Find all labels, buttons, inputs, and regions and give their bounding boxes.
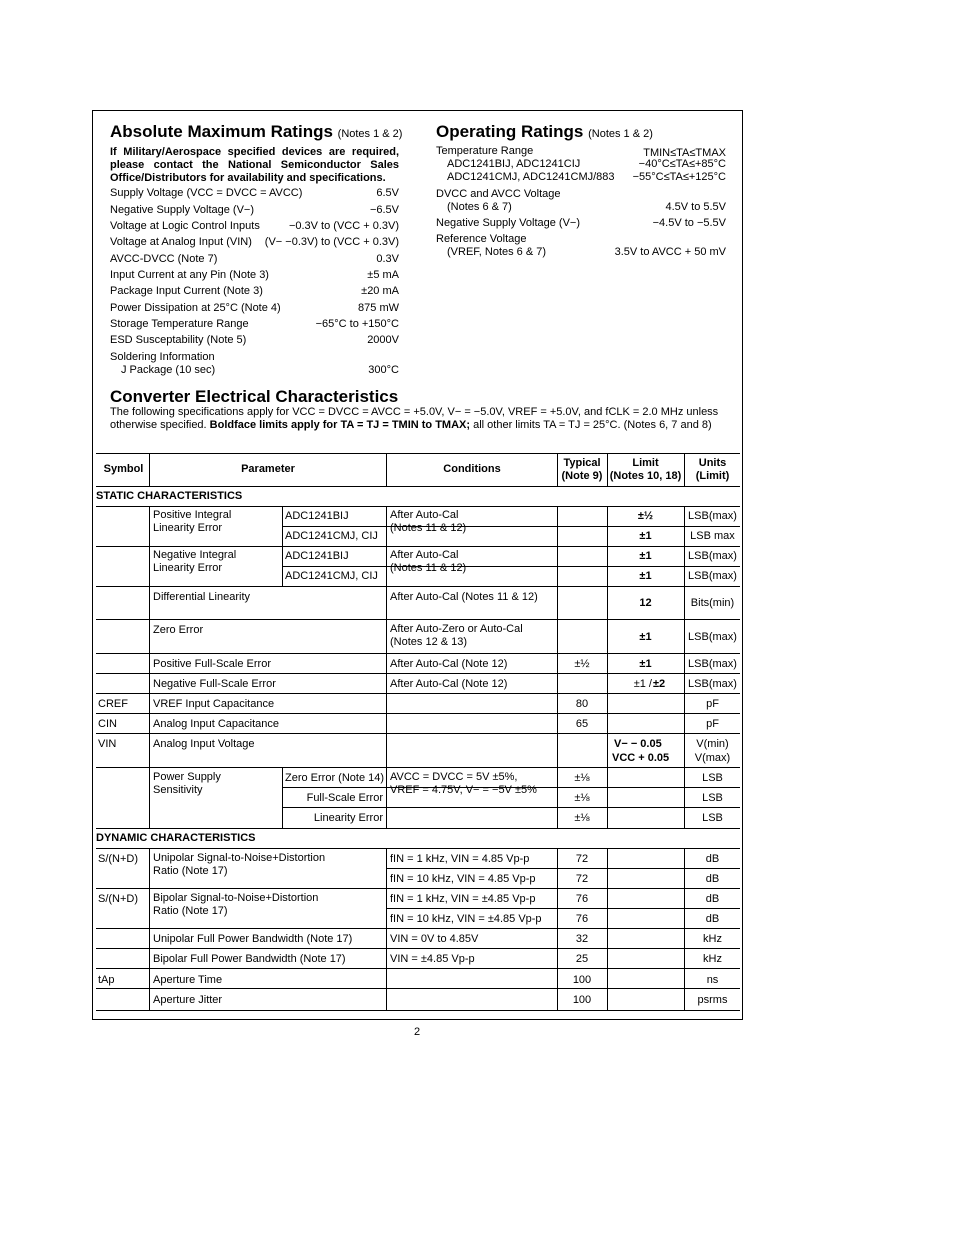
conv-intro-1: The following specifications apply for VCC = DVCC = AVCC = +5.0V, V− = −5.0V, VREF = +5.0V, and fCLK = 2.0 MHz unless otherwise specified. <box>110 406 719 431</box>
temp-range-head: TMIN≤TA≤TMAX <box>643 147 726 159</box>
aperture-jitter-param: Aperture Jitter <box>153 994 223 1006</box>
ufpb-typical: 32 <box>575 933 589 945</box>
pss-typical3: ±⅛ <box>574 812 590 824</box>
aperture-time-symbol: tAp <box>98 974 115 986</box>
bsnd-typical2: 76 <box>575 913 589 925</box>
usnd-symbol: S/(N+D) <box>98 853 139 865</box>
header-limit: Limit <box>632 457 659 469</box>
pss-unit1: LSB <box>702 772 723 784</box>
cref-typical: 80 <box>575 698 589 710</box>
dv-sub: (Notes 6 & 7) <box>447 201 512 213</box>
ze-unit: LSB(max) <box>688 631 737 643</box>
pile-param: Positive Integral Linearity Error <box>153 509 232 534</box>
abs-rating-value: 0.3V <box>376 253 399 265</box>
abs-max-title: Absolute Maximum Ratings <box>110 122 333 141</box>
header-conditions: Conditions <box>443 463 501 475</box>
solder-sub: J Package (10 sec) <box>121 364 216 376</box>
abs-rating-value: −6.5V <box>369 204 399 216</box>
abs-rating-label: ESD Susceptability (Note 5) <box>110 334 247 346</box>
abs-rating-value: −65°C to +150°C <box>315 318 399 330</box>
usnd-typical2: 72 <box>575 873 589 885</box>
abs-rating-value: 875 mW <box>358 302 399 314</box>
pile-unit1: LSB(max) <box>688 510 737 522</box>
header-typical-note: (Note 9) <box>561 470 603 482</box>
cref-unit: pF <box>706 698 719 710</box>
bfpb-typical: 25 <box>575 953 589 965</box>
dl-unit: Bits(min) <box>690 597 735 609</box>
bfpb-param: Bipolar Full Power Bandwidth (Note 17) <box>153 953 346 965</box>
nile-unit2: LSB(max) <box>688 570 737 582</box>
pss-cond: AVCC = DVCC = 5V ±5%, VREF = 4.75V, V− = −5V ±5% <box>390 771 537 796</box>
abs-rating-value: 2000V <box>367 334 399 346</box>
dv-value: 4.5V to 5.5V <box>665 201 726 213</box>
nile-unit1: LSB(max) <box>688 550 737 562</box>
dl-cond: After Auto-Cal (Notes 11 & 12) <box>390 591 538 603</box>
cin-symbol: CIN <box>98 718 117 730</box>
bfpb-unit: kHz <box>703 953 722 965</box>
nfs-param: Negative Full-Scale Error <box>153 678 276 690</box>
dl-limit: 12 <box>639 597 652 609</box>
temp-range-label: Temperature Range <box>436 145 534 157</box>
header-parameter: Parameter <box>241 463 295 475</box>
usnd-unit2: dB <box>705 873 720 885</box>
ufpb-param: Unipolar Full Power Bandwidth (Note 17) <box>153 933 353 945</box>
temp-row1-value: −40°C≤TA≤+85°C <box>638 158 726 170</box>
header-units-note: (Limit) <box>695 470 730 482</box>
usnd-cond1: fIN = 1 kHz, VIN = 4.85 Vp-p <box>390 853 530 865</box>
abs-rating-label: Voltage at Logic Control Inputs <box>110 220 260 232</box>
abs-rating-value: ±20 mA <box>361 285 399 297</box>
usnd-unit1: dB <box>705 853 720 865</box>
abs-rating-label: AVCC-DVCC (Note 7) <box>110 253 218 265</box>
abs-max-notes: (Notes 1 & 2) <box>337 128 403 140</box>
header-symbol: Symbol <box>103 463 144 475</box>
neg-supply-value: −4.5V to −5.5V <box>652 217 726 229</box>
abs-max-heading <box>110 122 402 142</box>
ze-param: Zero Error <box>153 624 204 636</box>
cin-unit: pF <box>706 718 719 730</box>
bfpb-cond: VIN = ±4.85 Vp-p <box>390 953 475 965</box>
pile-cond: After Auto-Cal (Notes 11 & 12) <box>390 509 467 534</box>
op-ratings-title: Operating Ratings <box>436 122 584 141</box>
pss-unit2: LSB <box>702 792 723 804</box>
pile-dev2: ADC1241CMJ, CIJ <box>285 530 378 542</box>
bsnd-param: Bipolar Signal-to-Noise+Distortion Ratio (Note 17) <box>153 892 319 917</box>
nile-limit1: ±1 <box>639 550 652 562</box>
ufpb-cond: VIN = 0V to 4.85V <box>390 933 479 945</box>
military-warning: If Military/Aerospace specified devices are required, please contact the National Semiconductor Sales Office/Distributors for availability and specifications. <box>110 146 399 184</box>
cref-param: VREF Input Capacitance <box>153 698 275 710</box>
pfs-param: Positive Full-Scale Error <box>153 658 271 670</box>
pile-limit2: ±1 <box>639 530 652 542</box>
pss-sub-fullscale: Full-Scale Error <box>306 792 383 804</box>
usnd-param: Unipolar Signal-to-Noise+Distortion Ratio (Note 17) <box>153 852 326 877</box>
conv-intro-2: all other limits TA = TJ = 25°C. (Notes 6, 7 and 8) <box>473 419 712 431</box>
abs-rating-label: Package Input Current (Note 3) <box>110 285 263 297</box>
header-units: Units <box>698 457 727 469</box>
abs-rating-label: Power Dissipation at 25°C (Note 4) <box>110 302 281 314</box>
cin-param: Analog Input Capacitance <box>153 718 279 730</box>
abs-rating-label: Voltage at Analog Input (VIN) <box>110 236 252 248</box>
aperture-time-typical: 100 <box>572 974 592 986</box>
ufpb-unit: kHz <box>703 933 722 945</box>
conv-intro <box>110 406 726 432</box>
vin-unit-min: V(min) <box>696 738 729 750</box>
aperture-jitter-unit: psrms <box>697 994 728 1006</box>
header-limit-note: (Notes 10, 18) <box>609 470 682 482</box>
bsnd-cond2: fIN = 10 kHz, VIN = ±4.85 Vp-p <box>390 913 542 925</box>
solder-value: 300°C <box>368 364 399 376</box>
nile-dev2: ADC1241CMJ, CIJ <box>285 570 378 582</box>
pile-unit2: LSB max <box>690 530 735 542</box>
abs-rating-label: Input Current at any Pin (Note 3) <box>110 269 269 281</box>
temp-row2-label: ADC1241CMJ, ADC1241CMJ/883 <box>447 171 615 183</box>
neg-supply-label: Negative Supply Voltage (V−) <box>436 217 581 229</box>
abs-rating-value: −0.3V to (VCC + 0.3V) <box>288 220 399 232</box>
ze-cond: After Auto-Zero or Auto-Cal (Notes 12 & 13) <box>390 623 523 648</box>
abs-rating-value: 6.5V <box>376 187 399 199</box>
cin-typical: 65 <box>575 718 589 730</box>
vin-limit-min: V− − 0.05 <box>614 738 662 750</box>
ref-value: 3.5V to AVCC + 50 mV <box>614 246 726 258</box>
pss-unit3: LSB <box>702 812 723 824</box>
nile-limit2: ±1 <box>639 570 652 582</box>
pfs-limit: ±1 <box>639 658 652 670</box>
vin-unit-max: V(max) <box>694 752 731 764</box>
cref-symbol: CREF <box>98 698 128 710</box>
nfs-limit-a: ±1 / <box>633 678 652 690</box>
pile-limit1: ±½ <box>637 510 654 522</box>
pfs-cond: After Auto-Cal (Note 12) <box>390 658 508 670</box>
pfs-unit: LSB(max) <box>688 658 737 670</box>
usnd-cond2: fIN = 10 kHz, VIN = 4.85 Vp-p <box>390 873 536 885</box>
abs-rating-label: Storage Temperature Range <box>110 318 249 330</box>
section-static: STATIC CHARACTERISTICS <box>96 490 243 502</box>
conv-intro-bold: Boldface limits apply for TA = TJ = TMIN to TMAX; <box>209 419 471 431</box>
temp-row2-value: −55°C≤TA≤+125°C <box>632 171 726 183</box>
bsnd-unit1: dB <box>705 893 720 905</box>
temp-row1-label: ADC1241BIJ, ADC1241CIJ <box>447 158 581 170</box>
abs-rating-label: Negative Supply Voltage (V−) <box>110 204 255 216</box>
page-number: 2 <box>413 1026 421 1038</box>
section-dynamic: DYNAMIC CHARACTERISTICS <box>96 832 256 844</box>
bsnd-cond1: fIN = 1 kHz, VIN = ±4.85 Vp-p <box>390 893 536 905</box>
ref-sub: (VREF, Notes 6 & 7) <box>447 246 547 258</box>
pss-param: Power Supply Sensitivity <box>153 771 221 796</box>
nfs-unit: LSB(max) <box>688 678 737 690</box>
vin-symbol: VIN <box>98 738 117 750</box>
bsnd-unit2: dB <box>705 913 720 925</box>
pss-sub-linearity: Linearity Error <box>313 812 383 824</box>
conv-title: Converter Electrical Characteristics <box>110 387 399 406</box>
abs-rating-value: (V− −0.3V) to (VCC + 0.3V) <box>264 236 399 248</box>
dv-label: DVCC and AVCC Voltage <box>436 188 561 200</box>
pfs-typical: ±½ <box>574 658 590 670</box>
pile-dev1: ADC1241BIJ <box>285 510 349 522</box>
bsnd-symbol: S/(N+D) <box>98 893 139 905</box>
aperture-jitter-typical: 100 <box>572 994 592 1006</box>
pss-typical2: ±⅛ <box>574 792 590 804</box>
op-ratings-heading <box>436 122 653 142</box>
vin-limit-max: VCC + 0.05 <box>612 752 670 764</box>
bsnd-typical1: 76 <box>575 893 589 905</box>
aperture-time-param: Aperture Time <box>153 974 223 986</box>
pss-sub-zero: Zero Error (Note 14) <box>285 772 385 784</box>
dl-param: Differential Linearity <box>153 591 251 603</box>
solder-label: Soldering Information <box>110 351 215 363</box>
abs-rating-value: ±5 mA <box>367 269 399 281</box>
aperture-time-unit: ns <box>706 974 719 986</box>
nile-dev1: ADC1241BIJ <box>285 550 349 562</box>
nfs-cond: After Auto-Cal (Note 12) <box>390 678 508 690</box>
ze-limit: ±1 <box>639 631 652 643</box>
nile-cond: After Auto-Cal (Notes 11 & 12) <box>390 549 467 574</box>
nile-param: Negative Integral Linearity Error <box>153 549 237 574</box>
usnd-typical1: 72 <box>575 853 589 865</box>
ref-label: Reference Voltage <box>436 233 527 245</box>
header-typical: Typical <box>563 457 601 469</box>
nfs-limit-b: ±2 <box>653 678 666 690</box>
vin-param: Analog Input Voltage <box>153 738 255 750</box>
op-ratings-notes: (Notes 1 & 2) <box>588 128 653 140</box>
pss-typical1: ±⅛ <box>574 772 590 784</box>
abs-rating-label: Supply Voltage (VCC = DVCC = AVCC) <box>110 187 303 199</box>
